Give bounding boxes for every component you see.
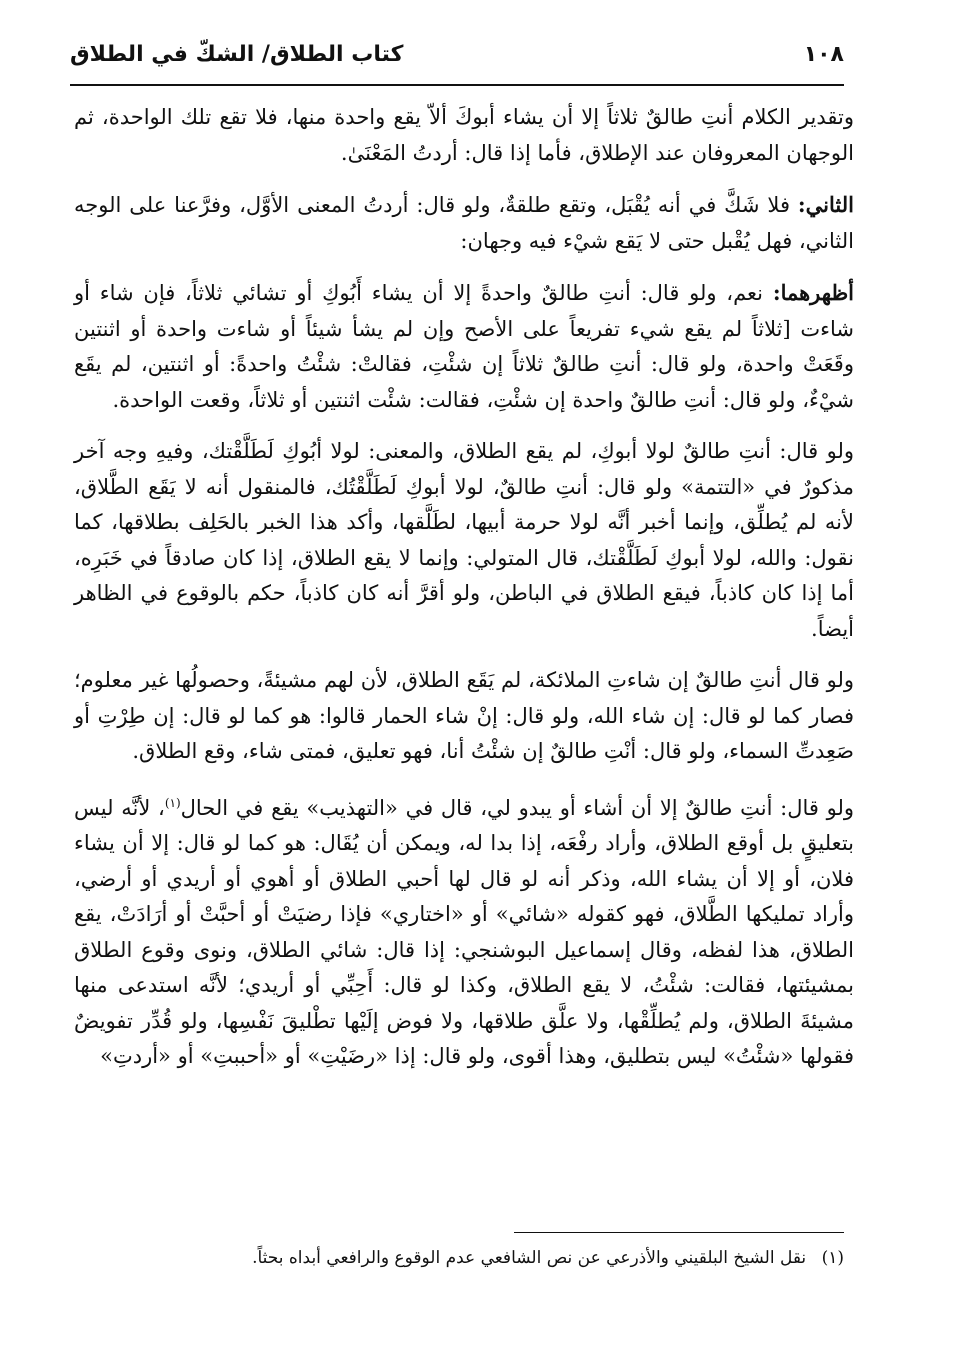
paragraph-text: نعم، ولو قال: أنتِ طالقٌ واحدةً إلا أن يشاء أَبُوكِ أو تشائي ثلاثاً، فإن شاء أو شاءت [ثلاثاً لم يقع شيء تفريعاً على الأصح وإن لم يشأ شيئاً أو شاءت واحدة أو اثنتين وقَعَتْ واحدة، ولو قال: أنتِ طالقٌ ثلاثاً إن شئْتِ، فقالتْ: شئْتُ واحدةً: أو اثنتين، لم يقَع شيْءٌ، ولو قال: أنتِ طالقٌ واحدة إن شئْتِ، فقالت: شئْت اثنتين أو ثلاثاً، وقعت الواحدة.	[74, 281, 854, 412]
paragraph-lead: أظهرهما:	[772, 280, 854, 305]
paragraph-text: وتقدير الكلام أنتِ طالقٌ ثلاثاً إلا أن يشاء أبوكَ ألاّ يقع واحدة منها، فلا تقع تلك الواحدة، ثم الوجهان المعروفان عند الإطلاق، فأما إذا قال: أردتُ المَعْنَىٰ.	[74, 105, 854, 165]
paragraph-text: ، لأنَّه ليس بتعليقٍ بل أوقع الطلاق، وأراد رفْعَه، إذا بدا له، ويمكن أن يُقَال: هو كما لو قال: إلا أن يشاء فلان، أو إلا أن يشاء الله، وذكر أنه لو قال لها أحبي الطلاق أو أهوي أو أريدي أو أرضي، وأراد تمليكها الطَّلاق، فهو كقوله «شائي» أو «اختاري» فإذا رضيَتْ أو أحبَّتْ أو أرَادَتْ، يقع الطلاق، هذا لفظه، وقال إسماعيل البوشنجي: إذا قال: شائي الطلاق، ونوى وقوع الطلاق بمشيئتها، فقالت: شئْتُ، لا يقع الطلاق، وكذا لو قال: أَحِبِّي أو أريدي؛ لأنَّه استدعى منها مشيئةَ الطلاق، ولم يُطلِّقْها، ولا علَّق طلاقها، ولا فوض إلَيْها تطْليقَ نَفْسِها، ولو قُدِّر تفويضٌ فقولها «شئْتُ» ليس بتطليق، وهذا أقوى، ولو قال: إذا «رضَيْتِ» أو «أحببتِ» أو «أردتِ»	[74, 795, 854, 1068]
running-title: كتاب الطلاق/ الشكّ في الطلاق	[70, 42, 404, 67]
paragraph-text: فلا شَكَّ في أنه يُقْبَل، وتقع طلقةٌ، ولو قال: أردتُ المعنى الأوَّل، وفرَّعنا على الوجه الثاني، فهل يُقْبل حتى لا يَقع شيْء فيه وجهان:	[74, 193, 854, 253]
footnote-reference[interactable]: (١)	[164, 795, 181, 810]
paragraph-4	[74, 434, 854, 647]
footnote-divider	[514, 1232, 844, 1233]
header-divider	[70, 84, 844, 86]
footnote-text: نقل الشيخ البلقيني والأذرعي عن نص الشافعي عدم الوقوع والرافعي أبداه بحثاً.	[252, 1248, 807, 1268]
paragraph-lead: الثاني:	[797, 192, 854, 217]
paragraph-text: ولو قال: أنتِ طالقٌ لولا أبوكِ، لم يقع الطلاق، والمعنى: لولا أبُوكِ لَطَلَّقْتك، وفيهِ وجه آخر مذكورٌ في «التتمة» ولو قال: أنتِ طالقٌ، لولا أبوكِ لَطَلَّقْتُك، فالمنقول أنه لا يَقَع الطَّلاق، لأنه لم يُطلِّق، وإنما أخبر أنَّه لولا حرمة أبيها، لطَلَّقها، وأكد هذا الخبر بالحَلِف بطلاقها، كما نقول: والله، لولا أبوكِ لَطَلَّقْتك، قال المتولي: وإنما لا يقع الطلاق، إذا كان صادقاً في خَبَرِه، أما إذا كان كاذباً، فيقع الطلاق في الباطن، ولو أقرَّ أنه كان كاذباً، حكم بالوقوع في الظاهر أيضاً.	[74, 439, 854, 641]
paragraph-text: ولو قال أنتِ طالقٌ إن شاءتِ الملائكة، لم يَقَع الطلاق، لأن لهم مشيئةً، وحصولُها غير معلوم؛ فصار كما لو قال: إن شاء الله، ولو قال: إنْ شاء الحمار قالوا: هو كما لو قال: إن طِرْتِ أو صَعِدتِّ السماء، ولو قال: أنْتِ طالقٌ إن شئْتُ أنا، فهو تعليق، فمتى شاء، وقع الطلاق.	[74, 668, 854, 763]
paragraph-text: ولو قال: أنتِ طالقٌ إلا أن أشاء أو يبدو لي، قال في «التهذيب» يقع في الحال	[180, 795, 855, 820]
paragraph-3	[74, 275, 854, 418]
page-number: ١٠٨	[803, 42, 844, 67]
footnote-number: (١)	[821, 1248, 844, 1268]
paragraph-5	[74, 663, 854, 770]
main-text	[74, 100, 854, 1091]
paragraph-2	[74, 187, 854, 259]
footnote	[80, 1244, 844, 1272]
paragraph-6	[74, 786, 854, 1075]
page-header	[70, 38, 844, 78]
paragraph-1	[74, 100, 854, 171]
